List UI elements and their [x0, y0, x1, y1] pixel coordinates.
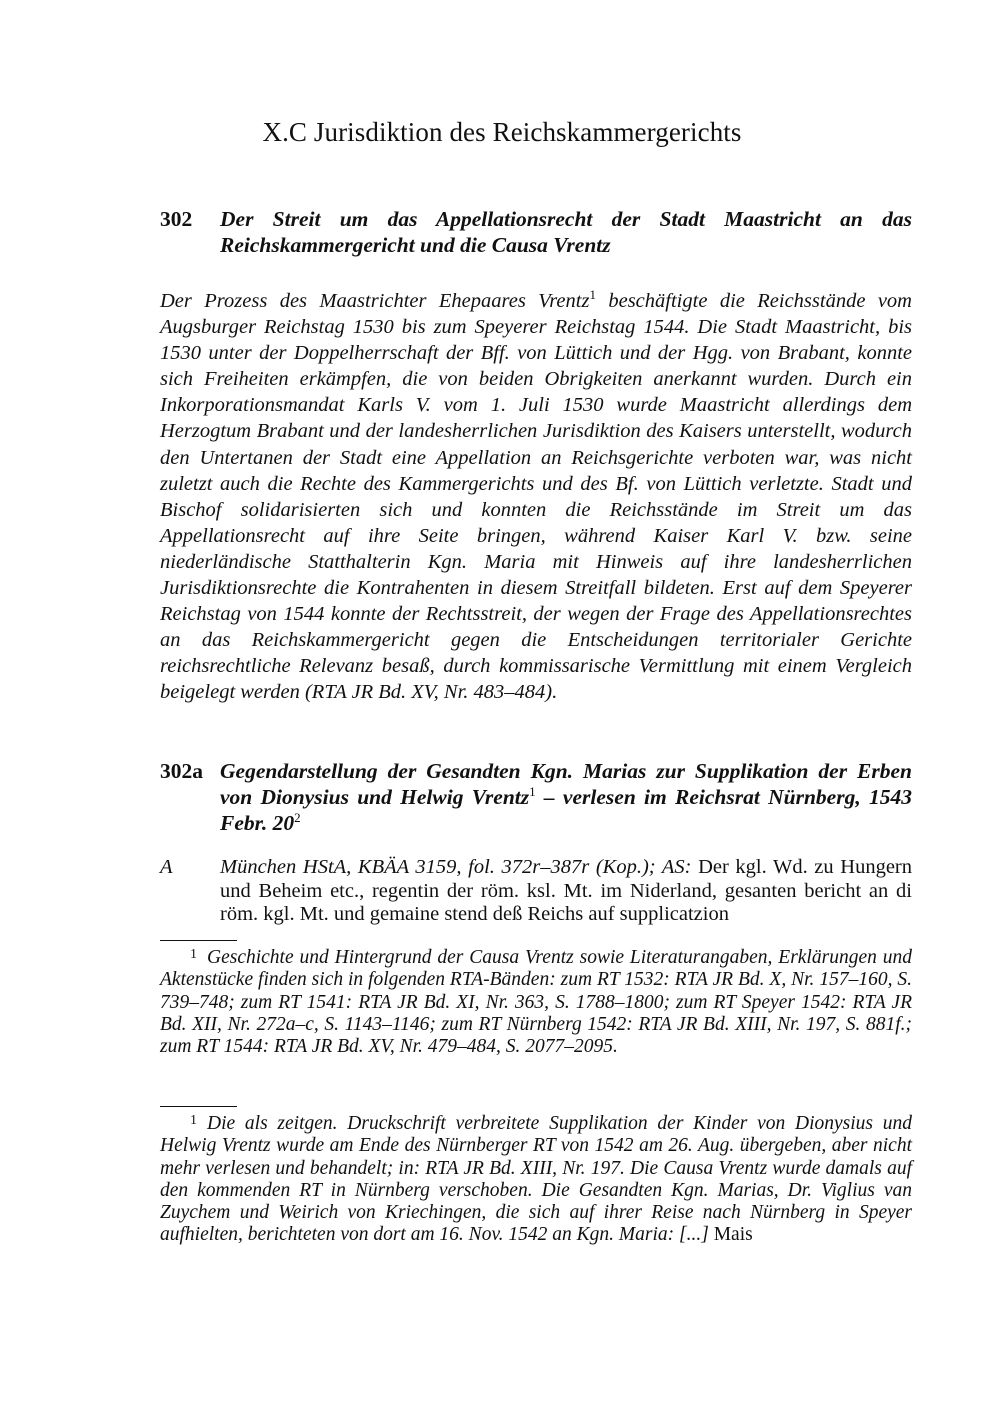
intro-text-rest: beschäftigte die Reichsstände vom Augsburger Reichstag 1530 bis zum Speyerer Reichstag 1544. Die Stadt Maastricht, bis 1530 unter der Doppelherrschaft der Bff. von Lüttich und der Hgg. von Brabant, konnte sich Freiheiten erkämpfen, die von beiden Obrigkeiten anerkannt wurden. Durch ein Inkorporationsmandat Karls V. vom 1. Juli 1530 wurde Maastricht allerdings dem Herzogtum Brabant und der landesherrlichen Jurisdiktion des Kaisers unterstellt, wodurch den Untertanen der Stadt eine Appellation an Reichsgerichte verboten war, was nicht zuletzt auch die Rechte des Kammergerichts und des Bf. von Lüttich verletzte. Stadt und Bischof solidarisierten sich und konnten die Reichsstände im Streit um das Appellationsrecht auf ihre Seite bringen, während Kaiser Karl V. bzw. seine niederländische Statthalterin Kgn. Maria mit Hinweis auf ihre landesherrlichen Jurisdiktionsrechte die Kontrahenten in diesem Streitfall bildeten. Erst auf dem Speyerer Reichstag von 1544 konnte der Rechtsstreit, der wegen der Frage des Appellationsrechtes an das Reichskammergericht gegen die Entscheidungen territorialer Gerichte reichsrechtliche Relevanz besaß, durch kommissarische Vermittlung mit einem Vergleich beigelegt werden (RTA JR Bd. XV, Nr. 483–484). [160, 290, 912, 704]
source-siglum: A [160, 856, 173, 878]
footnote-ref[interactable]: 2 [294, 810, 301, 825]
running-header: X.C Jurisdiktion des Reichskammergerichts [262, 117, 742, 147]
footnote-ref[interactable]: 1 [589, 287, 596, 302]
footnote-text: Geschichte und Hintergrund der Causa Vrentz sowie Literaturangaben, Erklärungen und Aktenstücke finden sich in folgenden RTA-Bänden: zum RT 1532: RTA JR Bd. X, Nr. 157–160, S. 739–748; zum RT 1541: RTA JR Bd. XI, Nr. 363, S. 1788–1800; zum RT Speyer 1542: RTA JR Bd. XII, Nr. 272a–c, S. 1143–1146; zum RT Nürnberg 1542: RTA JR Bd. XIII, Nr. 197, S. 881f.; zum RT 1544: RTA JR Bd. XV, Nr. 479–484, S. 2077–2095. [160, 947, 912, 1058]
footnote-text: Die als zeitgen. Druckschrift verbreitete Supplikation der Kinder von Dionysius und Helwig Vrentz wurde am Ende des Nürnberger RT von 1542 am 26. Aug. übergeben, aber nicht mehr verlesen und behandelt; in: RTA JR Bd. XIII, Nr. 197. Die Causa Vrentz wurde damals auf den kommenden RT in Nürnberg verschoben. Die Gesandten Kgn. Marias, Dr. Viglius van Zuychem und Weirich von Kriechingen, die sich auf ihrer Reise nach Nürnberg in Speyer aufhielten, berichteten von dort am 16. Nov. 1542 an Kgn. Maria: [...] [160, 1113, 912, 1246]
section-number: 302 [160, 207, 193, 231]
section-number: 302a [160, 759, 203, 783]
footnote-text-upright: Mais [708, 1224, 753, 1246]
section-title [220, 758, 912, 836]
title-text: Gegendarstellung der Gesandten Kgn. Marias zur Supplikation der Erben von Dionysius und Helwig Vrentz [220, 759, 912, 809]
footnote-separator [160, 940, 237, 941]
footnote [160, 944, 912, 1058]
section-302-intro [160, 288, 912, 706]
footnote-number: 1 [190, 1113, 197, 1128]
footnote-separator [160, 1106, 237, 1107]
footnote-number: 1 [190, 947, 197, 962]
section-title: Der Streit um das Appellationsrecht der Stadt Maastricht an das Reichskammergericht und die Causa Vrentz [220, 207, 912, 257]
document-text: Der kgl. Wd. zu Hungern und Beheim etc., regentin der röm. ksl. Mt. im Niderland, gesanten bericht an di röm. kgl. Mt. und gemaine stend deß Reichs auf supplicatzion [220, 856, 913, 925]
source-text [220, 856, 912, 927]
footnote [160, 1110, 912, 1247]
archive-citation: München HStA, KBÄA 3159, fol. 372r–387r (Kop.); AS: [220, 856, 692, 878]
footnote-ref[interactable]: 1 [529, 784, 536, 799]
title-text-rest: – verlesen im Reichsrat Nürnberg, 1543 Febr. 20 [220, 785, 912, 835]
intro-text-start: Der Prozess des Maastrichter Ehepaares Vrentz [160, 290, 590, 312]
